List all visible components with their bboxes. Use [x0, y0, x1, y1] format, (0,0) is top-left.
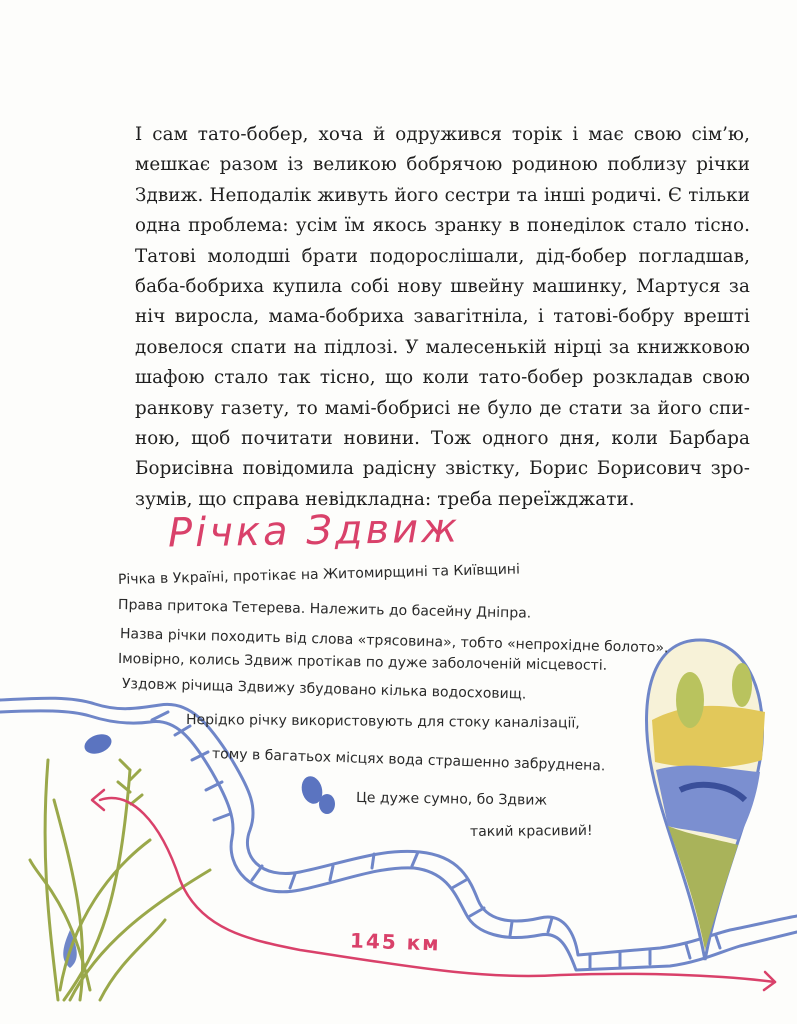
reservoir-marks: [82, 731, 335, 814]
text-line: Здвиж. Неподалік живуть його сестри та інші родичі. Є тільки: [135, 184, 750, 206]
text-line: шафою стало так тісно, що коли тато-бобер розкладав свою: [135, 367, 750, 389]
text-line: Борисівна повідомила радісну звістку, Борис Борисович зро-: [135, 458, 750, 480]
note-line: Це дуже сумно, бо Здвиж: [355, 790, 548, 809]
note-line: Річка в Україні, протікає на Житомирщині та Київщині: [117, 561, 521, 588]
text-line: баба-бобриха купила собі нову швейну машинку, Мартуся за: [135, 276, 750, 298]
note-line: Права притока Тетерева. Належить до басейну Дніпра.: [117, 597, 532, 622]
text-line: ранкову газету, то мамі-бобрисі не було де стати за його спи-: [135, 397, 750, 419]
note-line: Назва річки походить від слова «трясовина», тобто «непрохідне болото».: [119, 626, 669, 657]
note-line: тому в багатьох місцях вода страшенно забруднена.: [211, 746, 606, 775]
text-line: ніч виросла, мама-бобриха завагітніла, і татові-бобру врешті: [135, 306, 750, 328]
text-line: одна проблема: усім їм якось зранку в понеділок стало тісно.: [135, 215, 750, 237]
text-line: мешкає разом із великою бобрячою родиною поблизу річки: [135, 154, 750, 176]
note-line: такий красивий!: [469, 822, 593, 840]
landscape-vignette: [647, 640, 765, 960]
text-line: довелося спати на підлозі. У малесенькій нірці за книжковою: [135, 336, 750, 358]
illustration-title: Річка Здвиж: [167, 505, 461, 557]
text-line: Татові молодші брати подорослішали, дід-бобер погладшав,: [135, 245, 750, 267]
note-line: Уздовж річища Здвижу збудовано кілька водосховищ.: [121, 676, 527, 703]
text-line: зумів, що справа невідкладна: треба переїжджати.: [135, 488, 635, 510]
note-line: Імовірно, колись Здвиж протікав по дуже заболоченій місцевості.: [117, 651, 608, 674]
river-length-label: 145 км: [349, 928, 442, 956]
text-line: ною, щоб почитати новини. Тож одного дня, коли Барбара: [135, 428, 750, 450]
note-line: Нерідко річку використовують для стоку каналізації,: [185, 712, 580, 732]
reed-plants: [30, 760, 210, 1000]
text-line: І сам тато-бобер, хоча й одружився торік і має свою сім’ю,: [135, 124, 750, 145]
